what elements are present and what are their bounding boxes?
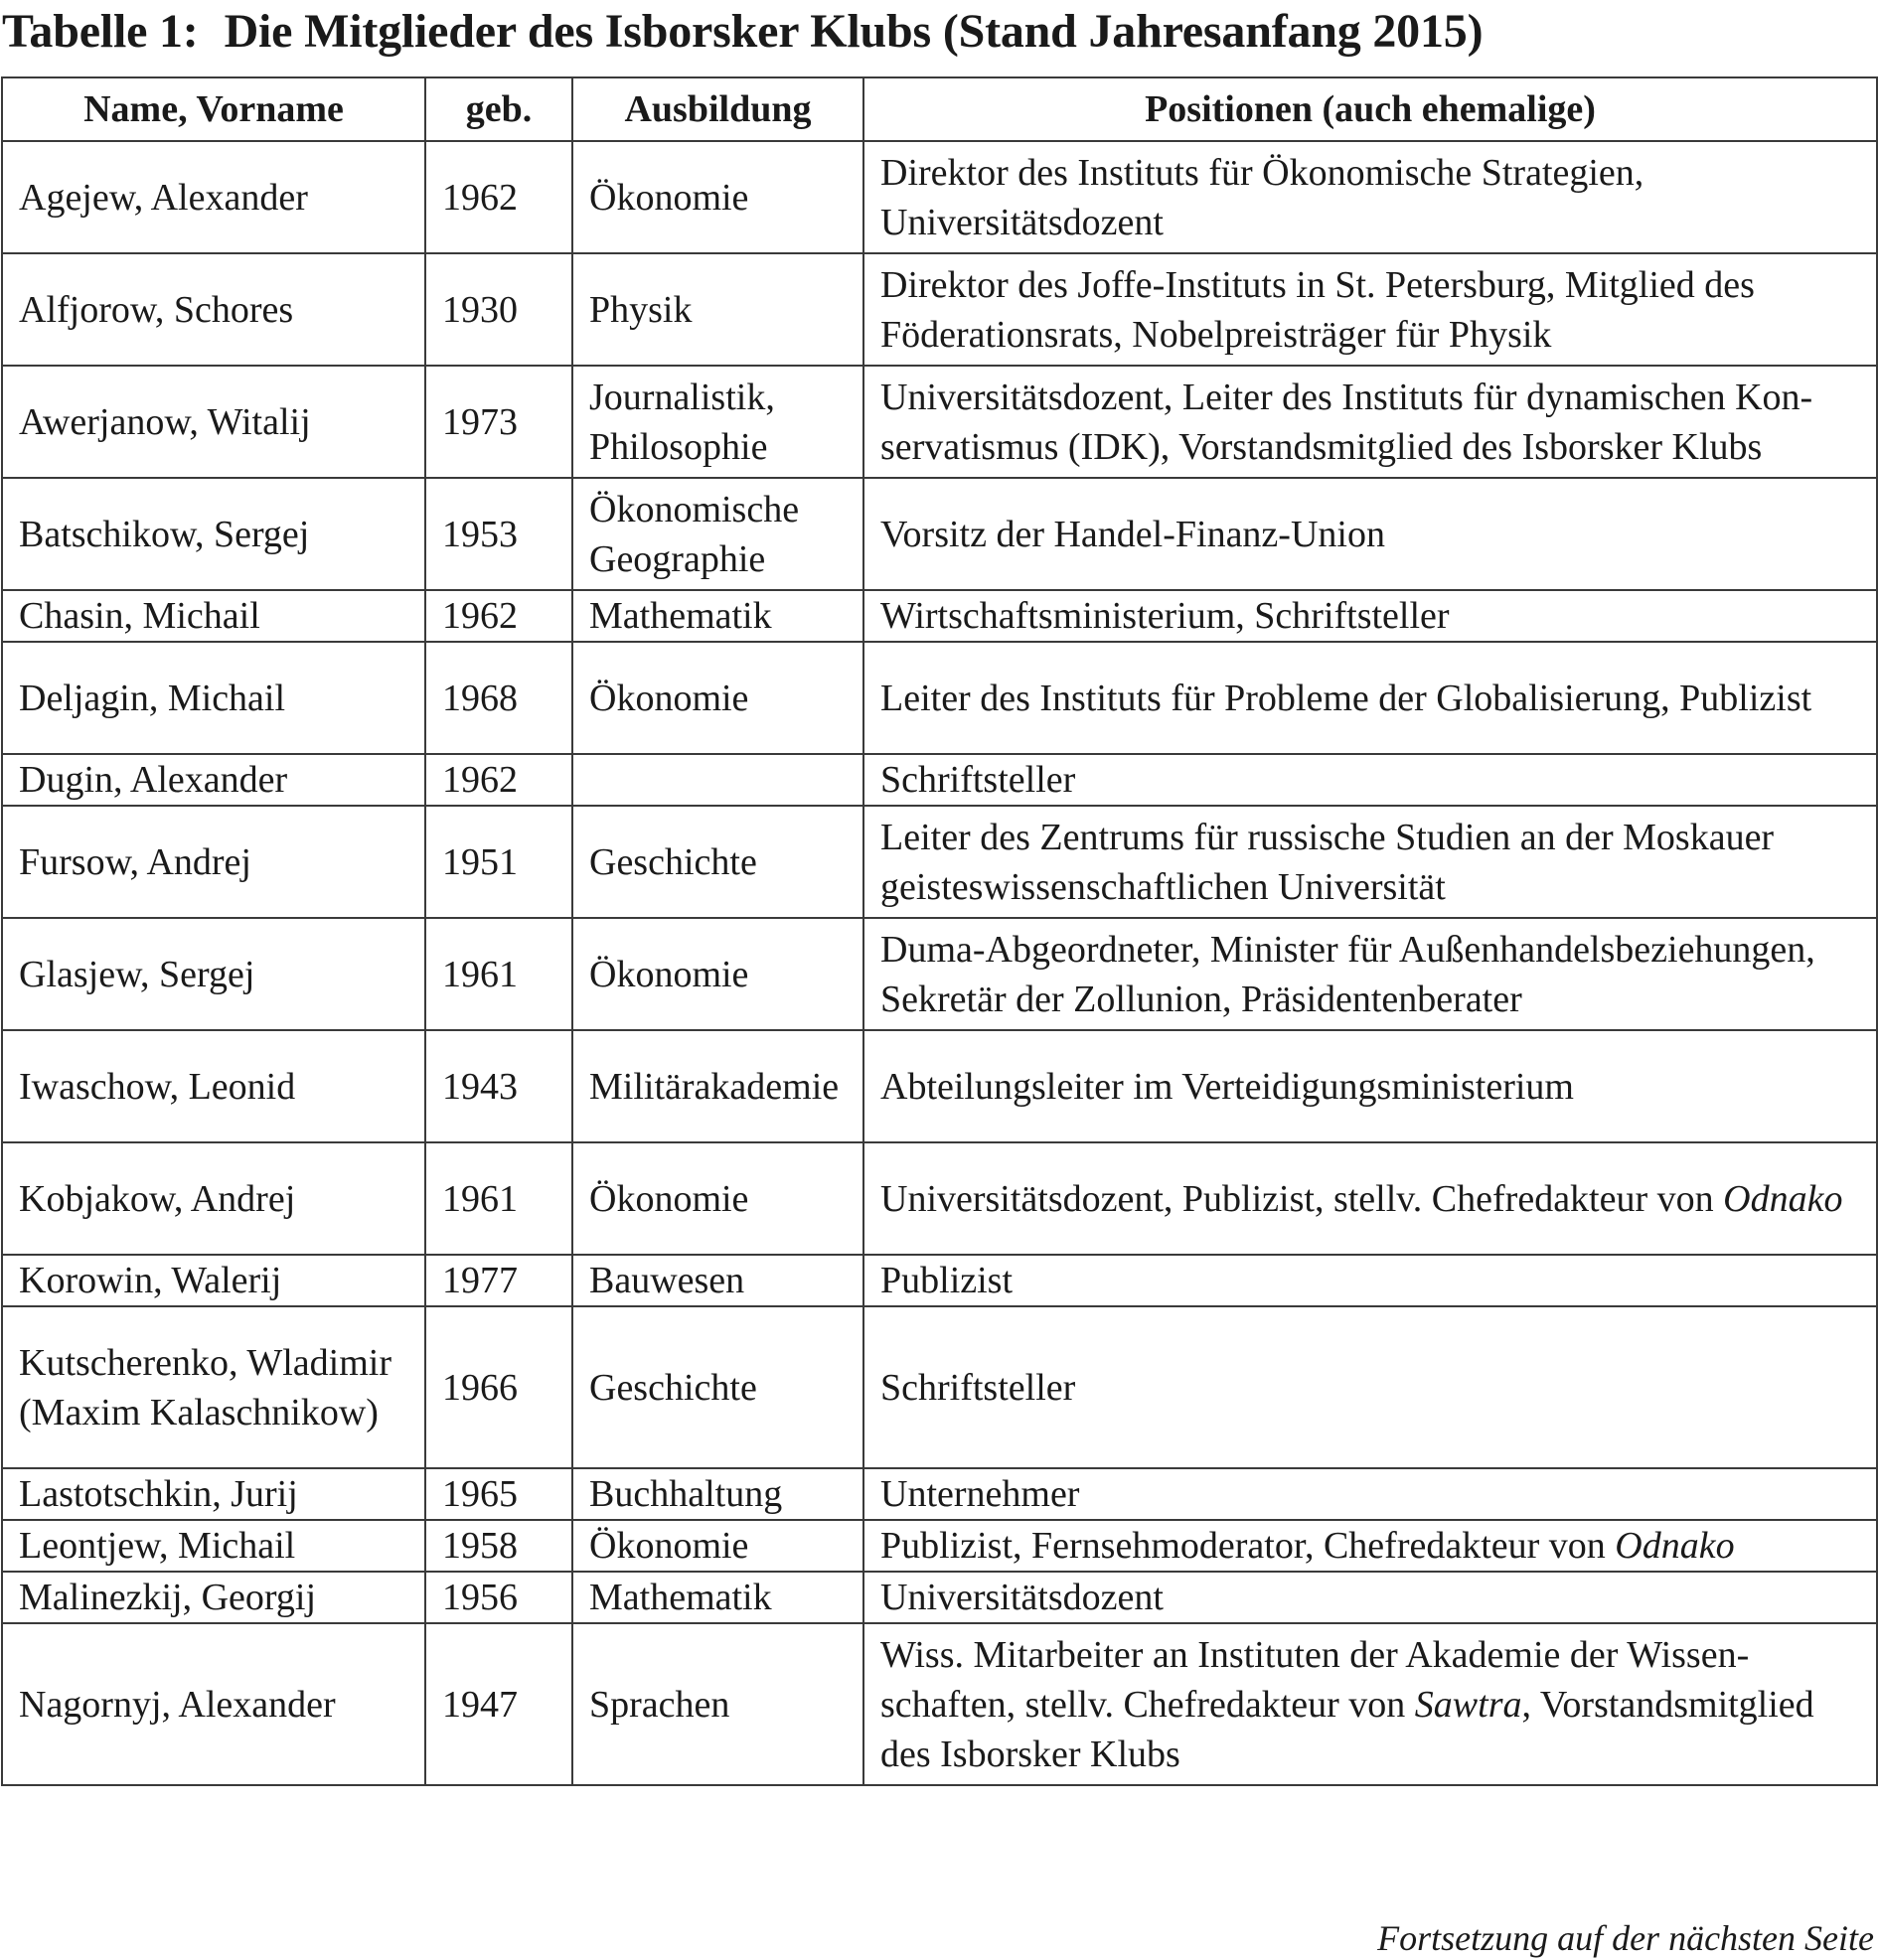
position-text: Wirtschaftsministerium, Schriftsteller bbox=[880, 595, 1450, 637]
cell-name: Fursow, Andrej bbox=[2, 806, 425, 918]
cell-positionen bbox=[863, 253, 1877, 366]
position-text: Unternehmer bbox=[880, 1473, 1080, 1515]
position-text: Duma-Abgeordneter, Minister für Außenhandelsbeziehungen, Sekretär der Zollunion, Präsidentenberater bbox=[880, 928, 1815, 1020]
publication-title: Odnako bbox=[1615, 1525, 1735, 1567]
table-row bbox=[2, 1306, 1877, 1468]
cell-positionen bbox=[863, 806, 1877, 918]
table-row bbox=[2, 1255, 1877, 1306]
position-text: Schriftsteller bbox=[880, 759, 1076, 801]
position-text: Publizist bbox=[880, 1260, 1014, 1301]
cell-name: Glasjew, Sergej bbox=[2, 918, 425, 1030]
position-text: Vorsitz der Handel-Finanz-Union bbox=[880, 513, 1385, 555]
cell-positionen bbox=[863, 1030, 1877, 1142]
cell-ausbildung: Ökonomie bbox=[572, 1142, 863, 1255]
position-text: Publizist, Fernsehmoderator, Chefredakteur von bbox=[880, 1525, 1616, 1567]
cell-geb: 1961 bbox=[425, 1142, 572, 1255]
cell-geb: 1965 bbox=[425, 1468, 572, 1520]
cell-ausbildung: Bauwesen bbox=[572, 1255, 863, 1306]
cell-ausbildung: Ökonomie bbox=[572, 141, 863, 253]
table-row bbox=[2, 1142, 1877, 1255]
cell-ausbildung: Ökonomische Geographie bbox=[572, 478, 863, 590]
cell-positionen bbox=[863, 478, 1877, 590]
header-row bbox=[2, 77, 1877, 141]
table-row bbox=[2, 1520, 1877, 1572]
cell-name: Batschikow, Sergej bbox=[2, 478, 425, 590]
cell-name: Lastotschkin, Jurij bbox=[2, 1468, 425, 1520]
table-row bbox=[2, 918, 1877, 1030]
column-header-geb: geb. bbox=[425, 77, 572, 141]
table-row bbox=[2, 1030, 1877, 1142]
cell-ausbildung: Sprachen bbox=[572, 1623, 863, 1785]
publication-title: Sawtra bbox=[1414, 1683, 1522, 1726]
cell-geb: 1943 bbox=[425, 1030, 572, 1142]
table-row bbox=[2, 478, 1877, 590]
table-number: Tabelle 1: bbox=[2, 5, 199, 58]
position-text: Universitätsdozent bbox=[880, 1577, 1164, 1618]
position-text: Schriftsteller bbox=[880, 1366, 1076, 1409]
cell-positionen bbox=[863, 1623, 1877, 1785]
cell-positionen bbox=[863, 918, 1877, 1030]
position-text: Leiter des Instituts für Probleme der Globalisierung, Publizist bbox=[880, 677, 1812, 719]
position-text: Universitätsdozent, Publizist, stellv. Chefredakteur von bbox=[880, 1177, 1724, 1220]
cell-name: Dugin, Alexander bbox=[2, 754, 425, 806]
cell-ausbildung: Mathematik bbox=[572, 590, 863, 642]
position-text: Leiter des Zentrums für russische Studien an der Moskauer geisteswissenschaftlichen Universität bbox=[880, 816, 1775, 908]
members-table bbox=[1, 76, 1878, 1786]
table-row bbox=[2, 590, 1877, 642]
cell-geb: 1956 bbox=[425, 1572, 572, 1623]
cell-geb: 1962 bbox=[425, 754, 572, 806]
cell-name: Kutscherenko, Wladimir (Maxim Kalaschnikow) bbox=[2, 1306, 425, 1468]
cell-name: Awerjanow, Witalij bbox=[2, 366, 425, 478]
table-row bbox=[2, 141, 1877, 253]
cell-name: Korowin, Walerij bbox=[2, 1255, 425, 1306]
cell-positionen bbox=[863, 1142, 1877, 1255]
table-row bbox=[2, 1572, 1877, 1623]
position-text: Universitätsdozent, Leiter des Instituts für dynamischen Konservatismus (IDK), Vorstandsmitglied des Isborsker Klubs bbox=[880, 376, 1813, 468]
cell-positionen bbox=[863, 1468, 1877, 1520]
cell-ausbildung: Geschichte bbox=[572, 806, 863, 918]
cell-ausbildung: Mathematik bbox=[572, 1572, 863, 1623]
table-title: Die Mitglieder des Isborsker Klubs (Stand Jahresanfang 2015) bbox=[224, 5, 1484, 58]
table-body bbox=[2, 141, 1877, 1785]
cell-name: Deljagin, Michail bbox=[2, 642, 425, 754]
cell-name: Leontjew, Michail bbox=[2, 1520, 425, 1572]
cell-positionen bbox=[863, 642, 1877, 754]
table-row bbox=[2, 806, 1877, 918]
cell-positionen bbox=[863, 590, 1877, 642]
table-caption bbox=[2, 4, 1483, 59]
cell-positionen bbox=[863, 141, 1877, 253]
cell-positionen bbox=[863, 1306, 1877, 1468]
cell-geb: 1930 bbox=[425, 253, 572, 366]
table-row bbox=[2, 754, 1877, 806]
cell-ausbildung: Geschichte bbox=[572, 1306, 863, 1468]
position-text: Wiss. Mitarbeiter an Instituten der Akademie der Wissenschaften, stellv. Chefredakteur von bbox=[880, 1633, 1750, 1726]
cell-geb: 1947 bbox=[425, 1623, 572, 1785]
cell-ausbildung: Physik bbox=[572, 253, 863, 366]
column-header-ausbildung: Ausbildung bbox=[572, 77, 863, 141]
cell-geb: 1966 bbox=[425, 1306, 572, 1468]
cell-positionen bbox=[863, 1572, 1877, 1623]
cell-geb: 1961 bbox=[425, 918, 572, 1030]
position-text: Direktor des Joffe-Instituts in St. Petersburg, Mitglied des Föderationsrats, Nobelpreisträger für Physik bbox=[880, 263, 1755, 356]
column-header-name: Name, Vorname bbox=[2, 77, 425, 141]
cell-name: Agejew, Alexander bbox=[2, 141, 425, 253]
column-header-positionen: Positionen (auch ehemalige) bbox=[863, 77, 1877, 141]
table-row bbox=[2, 366, 1877, 478]
cell-name: Iwaschow, Leonid bbox=[2, 1030, 425, 1142]
position-text: , Vorstandsmitglied des Isborsker Klubs bbox=[880, 1683, 1814, 1775]
cell-geb: 1962 bbox=[425, 141, 572, 253]
cell-geb: 1951 bbox=[425, 806, 572, 918]
cell-ausbildung: Journalistik, Philosophie bbox=[572, 366, 863, 478]
cell-ausbildung: Ökonomie bbox=[572, 642, 863, 754]
table-row bbox=[2, 642, 1877, 754]
position-text: Abteilungsleiter im Verteidigungsministerium bbox=[880, 1065, 1574, 1108]
cell-name: Chasin, Michail bbox=[2, 590, 425, 642]
continuation-note: Fortsetzung auf der nächsten Seite bbox=[1377, 1918, 1874, 1958]
cell-geb: 1973 bbox=[425, 366, 572, 478]
cell-ausbildung: Militärakademie bbox=[572, 1030, 863, 1142]
cell-ausbildung bbox=[572, 754, 863, 806]
cell-geb: 1962 bbox=[425, 590, 572, 642]
cell-positionen bbox=[863, 1520, 1877, 1572]
cell-positionen bbox=[863, 754, 1877, 806]
cell-ausbildung: Ökonomie bbox=[572, 918, 863, 1030]
cell-name: Alfjorow, Schores bbox=[2, 253, 425, 366]
cell-name: Malinezkij, Georgij bbox=[2, 1572, 425, 1623]
position-text: Direktor des Instituts für Ökonomische Strategien, Universitätsdozent bbox=[880, 151, 1644, 243]
table-row bbox=[2, 1468, 1877, 1520]
cell-positionen bbox=[863, 366, 1877, 478]
cell-geb: 1968 bbox=[425, 642, 572, 754]
table-row bbox=[2, 253, 1877, 366]
cell-geb: 1958 bbox=[425, 1520, 572, 1572]
cell-positionen bbox=[863, 1255, 1877, 1306]
cell-ausbildung: Ökonomie bbox=[572, 1520, 863, 1572]
cell-geb: 1953 bbox=[425, 478, 572, 590]
cell-ausbildung: Buchhaltung bbox=[572, 1468, 863, 1520]
publication-title: Odnako bbox=[1723, 1177, 1843, 1220]
cell-name: Kobjakow, Andrej bbox=[2, 1142, 425, 1255]
cell-name: Nagornyj, Alexander bbox=[2, 1623, 425, 1785]
cell-geb: 1977 bbox=[425, 1255, 572, 1306]
table-row bbox=[2, 1623, 1877, 1785]
